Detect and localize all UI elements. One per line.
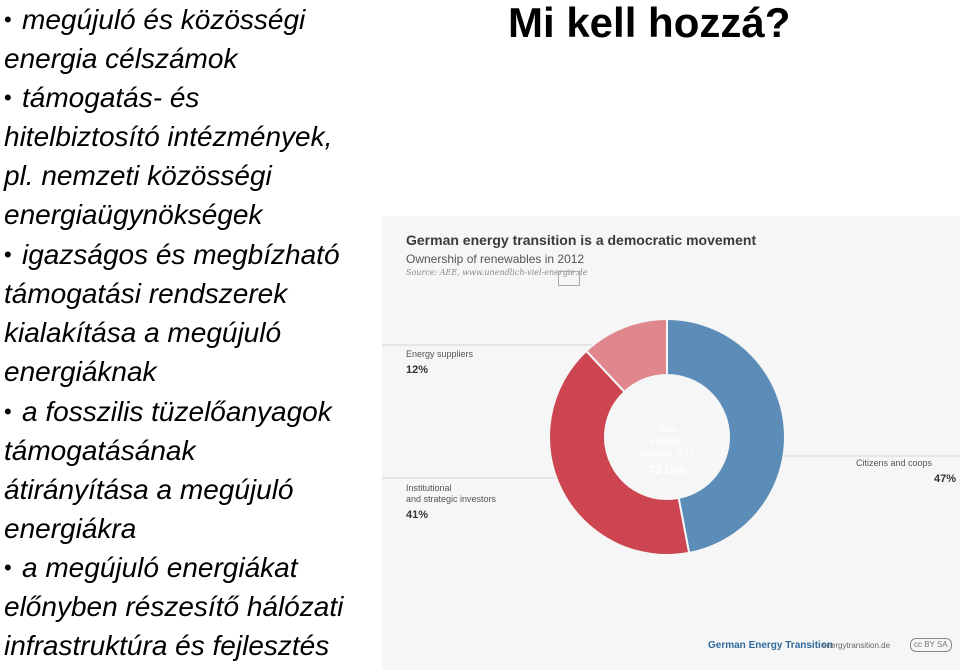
bullet-line: kialakítása a megújuló [4, 317, 282, 348]
slice-label: and strategic investors [406, 494, 497, 504]
bullet-dot-icon: • [4, 7, 12, 32]
bullet-line: pl. nemzeti közösségi [4, 160, 272, 191]
slice-value-label: 12% [406, 364, 429, 376]
bullet-item [4, 235, 396, 391]
center-label: installed [650, 436, 684, 446]
slide-title: Mi kell hozzá? [508, 0, 791, 46]
bullet-line: a fosszilis tüzelőanyagok [22, 396, 332, 427]
bullet-dot-icon: • [4, 242, 12, 267]
bullet-line: támogatás- és [22, 82, 200, 113]
bullet-item [4, 548, 396, 665]
slice-label: Citizens and coops [856, 458, 933, 468]
bullet-line: támogatásának [4, 435, 196, 466]
bullet-item [4, 0, 396, 78]
slice-value-label: 41% [406, 509, 429, 521]
bullet-line: támogatási rendszerek [4, 278, 288, 309]
bullet-line: igazságos és megbízható [22, 239, 340, 270]
bullet-line: infrastruktúra és fejlesztés [4, 630, 330, 661]
center-label: Total [657, 424, 677, 434]
bullet-line: megújuló és közösségi [22, 4, 306, 35]
donut-chart [382, 216, 960, 670]
slice-label: Institutional [406, 483, 452, 493]
bullet-item [4, 392, 396, 548]
bullet-line: energiákra [4, 513, 137, 544]
bullet-dot-icon: • [4, 399, 12, 424]
center-value: 73 GW [648, 463, 686, 477]
center-label: capacity 2012 [639, 448, 695, 458]
bullet-line: hitelbiztosító intézmények, [4, 121, 333, 152]
site-label: energytransition.de [822, 641, 891, 650]
bullet-line: energiáknak [4, 356, 157, 387]
chart-subtitle: Ownership of renewables in 2012 [406, 252, 585, 266]
bullet-line: a megújuló energiákat [22, 552, 298, 583]
slice-value-label: 47% [934, 473, 957, 485]
bullet-line: átirányítása a megújuló [4, 474, 294, 505]
bullet-dot-icon: • [4, 555, 12, 580]
bullet-dot-icon: • [4, 85, 12, 110]
chart-source: Source: AEE, www.unendlich-viel-energie.de [406, 268, 588, 277]
bullet-line: előnyben részesítő hálózati [4, 591, 344, 622]
brand-label: German Energy Transition [708, 640, 834, 651]
chart-title: German energy transition is a democratic movement [406, 232, 757, 248]
bullet-item [4, 78, 396, 234]
bullet-line: energiaügynökségek [4, 199, 263, 230]
slice-label: Energy suppliers [406, 349, 474, 359]
license-badge: cc BY SA [910, 638, 952, 652]
bullet-line: energia célszámok [4, 43, 238, 74]
donut-chart-figure [382, 216, 960, 670]
